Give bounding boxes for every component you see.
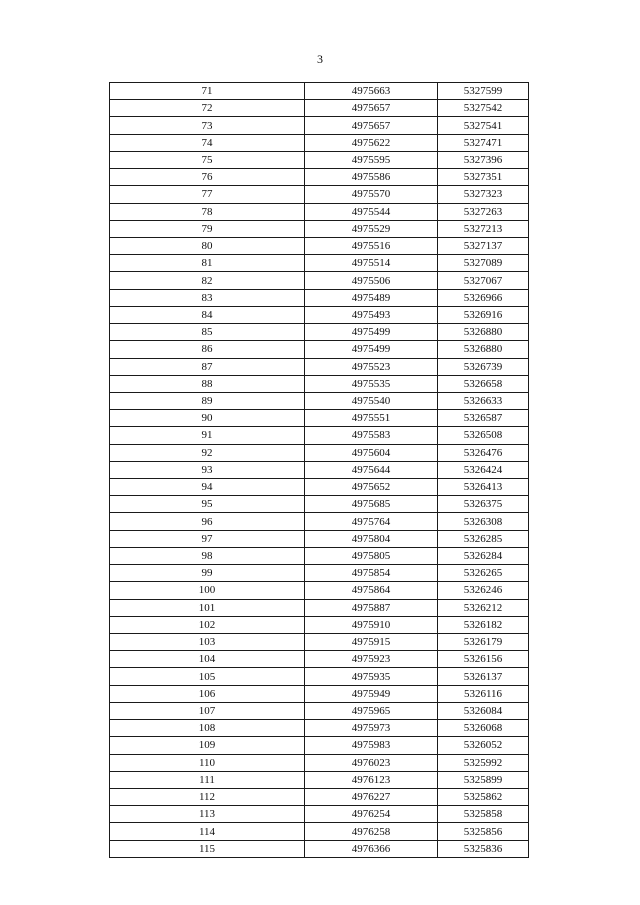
point-number-cell: 107 bbox=[110, 702, 305, 719]
point-number-cell: 110 bbox=[110, 754, 305, 771]
y-coordinate-cell: 5327396 bbox=[438, 151, 529, 168]
point-number-cell: 75 bbox=[110, 151, 305, 168]
page-number: 3 bbox=[317, 52, 323, 66]
table-row bbox=[110, 823, 529, 840]
table-row bbox=[110, 410, 529, 427]
table-row bbox=[110, 651, 529, 668]
table-row bbox=[110, 341, 529, 358]
x-coordinate-cell: 4975529 bbox=[305, 220, 438, 237]
table-row bbox=[110, 513, 529, 530]
y-coordinate-cell: 5327213 bbox=[438, 220, 529, 237]
table-row bbox=[110, 461, 529, 478]
table-row bbox=[110, 169, 529, 186]
table-row bbox=[110, 702, 529, 719]
point-number-cell: 95 bbox=[110, 496, 305, 513]
table-row bbox=[110, 255, 529, 272]
point-number-cell: 90 bbox=[110, 410, 305, 427]
y-coordinate-cell: 5327089 bbox=[438, 255, 529, 272]
point-number-cell: 77 bbox=[110, 186, 305, 203]
x-coordinate-cell: 4976258 bbox=[305, 823, 438, 840]
table-row bbox=[110, 685, 529, 702]
table-row bbox=[110, 100, 529, 117]
point-number-cell: 112 bbox=[110, 788, 305, 805]
table-row bbox=[110, 83, 529, 100]
x-coordinate-cell: 4975583 bbox=[305, 427, 438, 444]
table-row bbox=[110, 840, 529, 857]
x-coordinate-cell: 4976227 bbox=[305, 788, 438, 805]
point-number-cell: 101 bbox=[110, 599, 305, 616]
x-coordinate-cell: 4975493 bbox=[305, 306, 438, 323]
x-coordinate-cell: 4975965 bbox=[305, 702, 438, 719]
y-coordinate-cell: 5325858 bbox=[438, 806, 529, 823]
x-coordinate-cell: 4975685 bbox=[305, 496, 438, 513]
point-number-cell: 103 bbox=[110, 634, 305, 651]
point-number-cell: 89 bbox=[110, 392, 305, 409]
point-number-cell: 85 bbox=[110, 324, 305, 341]
table-row bbox=[110, 737, 529, 754]
y-coordinate-cell: 5326156 bbox=[438, 651, 529, 668]
x-coordinate-cell: 4975622 bbox=[305, 134, 438, 151]
point-number-cell: 72 bbox=[110, 100, 305, 117]
point-number-cell: 92 bbox=[110, 444, 305, 461]
table-row bbox=[110, 289, 529, 306]
table-row bbox=[110, 565, 529, 582]
table-row bbox=[110, 479, 529, 496]
table-row bbox=[110, 616, 529, 633]
table-row bbox=[110, 392, 529, 409]
y-coordinate-cell: 5326966 bbox=[438, 289, 529, 306]
x-coordinate-cell: 4975910 bbox=[305, 616, 438, 633]
table-row bbox=[110, 203, 529, 220]
y-coordinate-cell: 5327137 bbox=[438, 237, 529, 254]
table-row bbox=[110, 582, 529, 599]
x-coordinate-cell: 4975915 bbox=[305, 634, 438, 651]
point-number-cell: 98 bbox=[110, 547, 305, 564]
x-coordinate-cell: 4975663 bbox=[305, 83, 438, 100]
table-row bbox=[110, 530, 529, 547]
y-coordinate-cell: 5326476 bbox=[438, 444, 529, 461]
y-coordinate-cell: 5327542 bbox=[438, 100, 529, 117]
point-number-cell: 80 bbox=[110, 237, 305, 254]
point-number-cell: 86 bbox=[110, 341, 305, 358]
point-number-cell: 105 bbox=[110, 668, 305, 685]
x-coordinate-cell: 4975657 bbox=[305, 117, 438, 134]
x-coordinate-cell: 4975935 bbox=[305, 668, 438, 685]
point-number-cell: 84 bbox=[110, 306, 305, 323]
y-coordinate-cell: 5327541 bbox=[438, 117, 529, 134]
y-coordinate-cell: 5326375 bbox=[438, 496, 529, 513]
y-coordinate-cell: 5326308 bbox=[438, 513, 529, 530]
x-coordinate-cell: 4975887 bbox=[305, 599, 438, 616]
x-coordinate-cell: 4976254 bbox=[305, 806, 438, 823]
y-coordinate-cell: 5326068 bbox=[438, 720, 529, 737]
point-number-cell: 87 bbox=[110, 358, 305, 375]
x-coordinate-cell: 4975586 bbox=[305, 169, 438, 186]
y-coordinate-cell: 5325856 bbox=[438, 823, 529, 840]
y-coordinate-cell: 5325862 bbox=[438, 788, 529, 805]
y-coordinate-cell: 5326424 bbox=[438, 461, 529, 478]
table-row bbox=[110, 547, 529, 564]
table-row bbox=[110, 306, 529, 323]
y-coordinate-cell: 5326179 bbox=[438, 634, 529, 651]
table-row bbox=[110, 237, 529, 254]
table-row bbox=[110, 324, 529, 341]
table-row bbox=[110, 771, 529, 788]
y-coordinate-cell: 5326633 bbox=[438, 392, 529, 409]
x-coordinate-cell: 4976023 bbox=[305, 754, 438, 771]
point-number-cell: 82 bbox=[110, 272, 305, 289]
point-number-cell: 115 bbox=[110, 840, 305, 857]
x-coordinate-cell: 4975804 bbox=[305, 530, 438, 547]
table-row bbox=[110, 754, 529, 771]
x-coordinate-cell: 4975506 bbox=[305, 272, 438, 289]
y-coordinate-cell: 5326052 bbox=[438, 737, 529, 754]
x-coordinate-cell: 4975499 bbox=[305, 324, 438, 341]
point-number-cell: 104 bbox=[110, 651, 305, 668]
y-coordinate-cell: 5326587 bbox=[438, 410, 529, 427]
y-coordinate-cell: 5326285 bbox=[438, 530, 529, 547]
point-number-cell: 83 bbox=[110, 289, 305, 306]
x-coordinate-cell: 4975604 bbox=[305, 444, 438, 461]
x-coordinate-cell: 4975595 bbox=[305, 151, 438, 168]
table-row bbox=[110, 668, 529, 685]
point-number-cell: 78 bbox=[110, 203, 305, 220]
point-number-cell: 114 bbox=[110, 823, 305, 840]
point-number-cell: 79 bbox=[110, 220, 305, 237]
y-coordinate-cell: 5326246 bbox=[438, 582, 529, 599]
point-number-cell: 94 bbox=[110, 479, 305, 496]
point-number-cell: 111 bbox=[110, 771, 305, 788]
y-coordinate-cell: 5327599 bbox=[438, 83, 529, 100]
point-number-cell: 76 bbox=[110, 169, 305, 186]
point-number-cell: 106 bbox=[110, 685, 305, 702]
point-number-cell: 73 bbox=[110, 117, 305, 134]
table-row bbox=[110, 444, 529, 461]
y-coordinate-cell: 5325836 bbox=[438, 840, 529, 857]
table-row bbox=[110, 599, 529, 616]
table-row bbox=[110, 806, 529, 823]
table-row bbox=[110, 375, 529, 392]
y-coordinate-cell: 5327471 bbox=[438, 134, 529, 151]
y-coordinate-cell: 5326916 bbox=[438, 306, 529, 323]
y-coordinate-cell: 5325899 bbox=[438, 771, 529, 788]
table-row bbox=[110, 134, 529, 151]
x-coordinate-cell: 4975499 bbox=[305, 341, 438, 358]
table-row bbox=[110, 151, 529, 168]
y-coordinate-cell: 5326508 bbox=[438, 427, 529, 444]
table-row bbox=[110, 427, 529, 444]
x-coordinate-cell: 4975657 bbox=[305, 100, 438, 117]
point-number-cell: 108 bbox=[110, 720, 305, 737]
point-number-cell: 88 bbox=[110, 375, 305, 392]
y-coordinate-cell: 5326212 bbox=[438, 599, 529, 616]
point-number-cell: 99 bbox=[110, 565, 305, 582]
point-number-cell: 74 bbox=[110, 134, 305, 151]
table-row bbox=[110, 220, 529, 237]
x-coordinate-cell: 4975973 bbox=[305, 720, 438, 737]
y-coordinate-cell: 5326880 bbox=[438, 341, 529, 358]
x-coordinate-cell: 4975540 bbox=[305, 392, 438, 409]
x-coordinate-cell: 4975516 bbox=[305, 237, 438, 254]
x-coordinate-cell: 4975983 bbox=[305, 737, 438, 754]
y-coordinate-cell: 5326739 bbox=[438, 358, 529, 375]
table-row bbox=[110, 496, 529, 513]
point-number-cell: 81 bbox=[110, 255, 305, 272]
point-number-cell: 93 bbox=[110, 461, 305, 478]
x-coordinate-cell: 4975854 bbox=[305, 565, 438, 582]
y-coordinate-cell: 5326284 bbox=[438, 547, 529, 564]
table-row bbox=[110, 788, 529, 805]
x-coordinate-cell: 4975949 bbox=[305, 685, 438, 702]
coordinates-table-body bbox=[110, 83, 529, 858]
y-coordinate-cell: 5326265 bbox=[438, 565, 529, 582]
x-coordinate-cell: 4975864 bbox=[305, 582, 438, 599]
table-row bbox=[110, 117, 529, 134]
x-coordinate-cell: 4975805 bbox=[305, 547, 438, 564]
y-coordinate-cell: 5327263 bbox=[438, 203, 529, 220]
x-coordinate-cell: 4975523 bbox=[305, 358, 438, 375]
x-coordinate-cell: 4975764 bbox=[305, 513, 438, 530]
y-coordinate-cell: 5326137 bbox=[438, 668, 529, 685]
coordinates-table bbox=[109, 82, 529, 858]
point-number-cell: 102 bbox=[110, 616, 305, 633]
point-number-cell: 91 bbox=[110, 427, 305, 444]
x-coordinate-cell: 4975652 bbox=[305, 479, 438, 496]
x-coordinate-cell: 4975514 bbox=[305, 255, 438, 272]
y-coordinate-cell: 5326116 bbox=[438, 685, 529, 702]
y-coordinate-cell: 5326880 bbox=[438, 324, 529, 341]
point-number-cell: 100 bbox=[110, 582, 305, 599]
y-coordinate-cell: 5325992 bbox=[438, 754, 529, 771]
table-row bbox=[110, 720, 529, 737]
y-coordinate-cell: 5326182 bbox=[438, 616, 529, 633]
x-coordinate-cell: 4976366 bbox=[305, 840, 438, 857]
x-coordinate-cell: 4975544 bbox=[305, 203, 438, 220]
y-coordinate-cell: 5326084 bbox=[438, 702, 529, 719]
x-coordinate-cell: 4975570 bbox=[305, 186, 438, 203]
y-coordinate-cell: 5327351 bbox=[438, 169, 529, 186]
point-number-cell: 113 bbox=[110, 806, 305, 823]
point-number-cell: 71 bbox=[110, 83, 305, 100]
x-coordinate-cell: 4975551 bbox=[305, 410, 438, 427]
x-coordinate-cell: 4975489 bbox=[305, 289, 438, 306]
point-number-cell: 96 bbox=[110, 513, 305, 530]
y-coordinate-cell: 5327323 bbox=[438, 186, 529, 203]
x-coordinate-cell: 4975644 bbox=[305, 461, 438, 478]
x-coordinate-cell: 4976123 bbox=[305, 771, 438, 788]
point-number-cell: 97 bbox=[110, 530, 305, 547]
table-row bbox=[110, 358, 529, 375]
table-row bbox=[110, 634, 529, 651]
y-coordinate-cell: 5326413 bbox=[438, 479, 529, 496]
table-row bbox=[110, 186, 529, 203]
y-coordinate-cell: 5327067 bbox=[438, 272, 529, 289]
x-coordinate-cell: 4975535 bbox=[305, 375, 438, 392]
y-coordinate-cell: 5326658 bbox=[438, 375, 529, 392]
table-row bbox=[110, 272, 529, 289]
point-number-cell: 109 bbox=[110, 737, 305, 754]
x-coordinate-cell: 4975923 bbox=[305, 651, 438, 668]
